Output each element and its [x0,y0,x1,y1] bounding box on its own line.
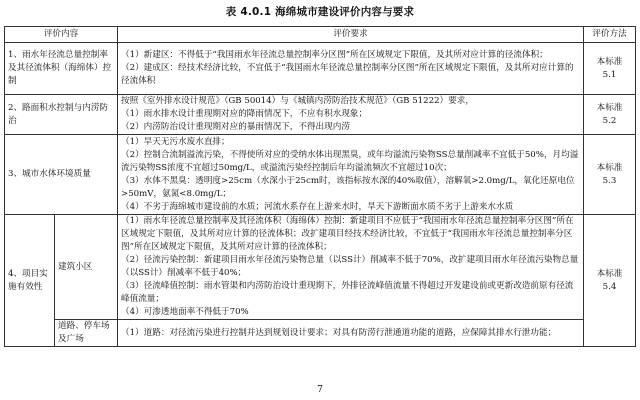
table-row [5,95,636,135]
table-title: 表 4.0.1 海绵城市建设评价内容与要求 [225,6,415,18]
requirement-item: （1）雨水年径流总量控制率及其径流体积（海绵体）控制：新建项目不应低于“我国雨水年径流总量控制率分区图”所在区域规定下限值，及其所对应计算的径流体积；改扩建项目经技术经济比较，不宜低于“我国雨水年径流总量控制率分区图”所在区域规定下限值，及其所对应计算的径流体积； [121,216,574,252]
requirement-item: （4）不劣于海绵城市建设前的水质；河流水系存在上游来水时，旱天下游断面水质不劣于上游来水水质 [121,201,514,212]
header-requirement: 评价要求 [118,27,584,43]
row-requirements [118,43,584,95]
row-category: 3、城市水体环境质量 [5,135,118,215]
requirement-item: （2）径流污染控制：新建项目雨水年径流污染物总量（以SS计）削减率不低于70%，改扩建项目雨水年径流污染物总量（以SS计）削减率不低于40%； [121,255,579,278]
row-method: 本标准 5.3 [584,135,636,215]
page-number: 7 [317,385,323,395]
table-header-row [5,27,636,43]
requirement-item: （4）可渗透地面率不得低于70% [121,307,249,317]
requirement-item: （1）雨水排水设计重现期对应的降雨情况下，不应有积水现象； [121,109,368,119]
requirement-item: （2）内涝防治设计重现期对应的暴雨情况下，不得出现内涝 [121,122,350,132]
header-content: 评价内容 [5,27,118,43]
row-method: 本标准 5.2 [584,95,636,135]
requirement-item: （2）控制合流制溢流污染，不得使所对应的受纳水体出现黑臭，或年均溢流污染物SS总量削减率不宜低于50%，月均溢流污染物SS浓度不宜超过50mg/L，或溢流污染经控制后年均溢流频次不宜超过10次； [121,149,579,173]
sub-category: 建筑小区 [55,215,118,320]
row-method: 本标准 5.4 [584,215,636,347]
row-method: 本标准 5.1 [584,43,636,95]
row-requirements [118,95,584,135]
row-category: 1、雨水年径流总量控制率及其径流体积（海绵体）控制 [5,43,118,95]
table-row [5,135,636,215]
row-category: 2、路面积水控制与内涝防治 [5,95,118,135]
requirement-item: （1）新建区：不得低于“我国雨水年径流总量控制率分区图”所在区域规定下限值，及其所对应计算的径流体积； [121,50,548,60]
table-row [5,43,636,95]
row-requirements [118,135,584,215]
row-category: 4、项目实施有效性 [5,215,55,347]
requirement-item: （1）道路：对径流污染进行控制并达到规划设计要求；对具有防涝行泄通道功能的道路，应保障其排水行泄功能； [121,327,557,338]
header-method: 评价方法 [584,27,636,43]
row-requirements [118,215,584,320]
evaluation-table [4,26,636,347]
table-row [5,215,636,320]
sub-category: 道路、停车场及广场 [55,320,118,347]
requirement-item: （3）径流峰值控制：雨水管渠和内涝防治设计重现期下，外排径流峰值流量不得超过开发建设前或更新改造前原有径流峰值流量； [121,281,574,304]
table-row [5,320,636,347]
requirement-item: （2）建成区：经技术经济比较，不宜低于“我国雨水年径流总量控制率分区图”所在区域规定下限值，及其所对应计算的径流体积 [121,63,574,86]
requirement-item: （1）旱天无污水废水直排； [121,136,230,147]
row-requirements [118,320,584,347]
requirement-item: （3）水体不黑臭：透明度>25cm（水深小于25cm时，该指标按水深的40%取值），溶解氧>2.0mg/L，氧化还原电位>50mV，氨氮<8.0mg/L； [121,175,575,199]
requirement-item: 按照《室外排水设计规范》（GB 50014）与《城镇内涝防治技术规范》（GB 51222）要求， [121,96,474,106]
